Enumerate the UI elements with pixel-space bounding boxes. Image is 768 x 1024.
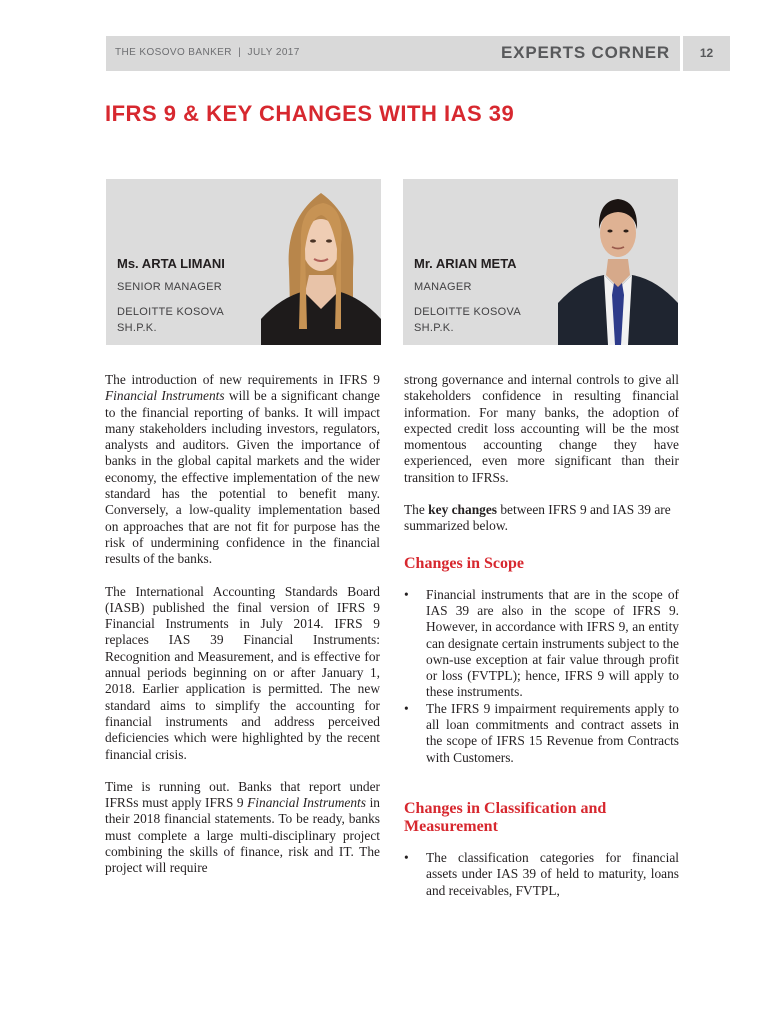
section-heading: Changes in Scope bbox=[404, 554, 525, 572]
bullet-list bbox=[404, 850, 679, 899]
body-paragraph: The key changes between IFRS 9 and IAS 39 are summarized below. bbox=[404, 502, 671, 534]
author-card-meta bbox=[403, 179, 678, 345]
section-heading: Changes in Classification and Measurement bbox=[404, 799, 607, 835]
page-number: 12 bbox=[699, 46, 714, 60]
bullet-list bbox=[404, 587, 679, 766]
bullet-glyph: • bbox=[404, 586, 409, 602]
author-card-limani bbox=[106, 179, 381, 345]
body-paragraph: strong governance and internal controls to give all stakeholders confidence in resulting financial information. For many banks, the adoption of expected credit loss accounting will be the most momentous accounting change they have experienced, even more significant than their transition to IFRSs. bbox=[404, 372, 679, 485]
publication-line bbox=[115, 47, 300, 58]
bullet-item: • The classification categories for financial assets under IAS 39 of held to maturity, loans and receivables, FVTPL, bbox=[404, 849, 679, 898]
body-column-left bbox=[105, 372, 380, 893]
publication-date: JULY 2017 bbox=[247, 47, 300, 58]
body-paragraph: Time is running out. Banks that report under IFRSs must apply IFRS 9 Financial Instruments in their 2018 financial statements. To be ready, banks must complete a large multi-disciplinary project combining the skills of finance, risk and IT. The project will require bbox=[105, 778, 380, 876]
publication-name: THE KOSOVO BANKER bbox=[115, 47, 232, 58]
bullet-item: • The IFRS 9 impairment requirements apply to all loan commitments and contract assets in the scope of IFRS 15 Revenue from Contracts with Customers. bbox=[404, 700, 679, 765]
page-header bbox=[106, 36, 730, 71]
author-role: SENIOR MANAGER bbox=[117, 281, 223, 293]
bullet-item: • Financial instruments that are in the scope of IAS 39 are also in the scope of IFRS 9. However, in accordance with IFRS 9, an entity can designate certain instruments subject to the own-use exception at fair value through profit or loss (FVTPL); hence, IFRS 9 will apply to these instruments. bbox=[404, 586, 679, 700]
author-portrait-photo bbox=[261, 179, 381, 345]
body-paragraph: The introduction of new requirements in IFRS 9 Financial Instruments will be a significant change to the financial reporting of banks. It will impact many stakeholders including investors, regulators, analysts and auditors. Given the importance of banks in the global capital markets and the wider economy, the effective implementation of the new standard has the potential to benefit many. Conversely, a low-quality implementation based on approaches that are not fit for purpose has the risk of undermining confidence in the financial results of the banks. bbox=[105, 372, 380, 567]
bullet-glyph: • bbox=[404, 700, 409, 716]
author-portrait-photo bbox=[558, 179, 678, 345]
header-band bbox=[106, 36, 680, 71]
author-company: DELOITTE KOSOVA SH.P.K. bbox=[117, 306, 224, 334]
bullet-glyph: • bbox=[404, 849, 409, 865]
header-separator: | bbox=[238, 47, 242, 58]
author-name: Ms. ARTA LIMANI bbox=[117, 256, 225, 271]
author-company: DELOITTE KOSOVA SH.P.K. bbox=[414, 306, 521, 334]
body-column-right bbox=[404, 372, 679, 899]
author-name: Mr. ARIAN META bbox=[414, 256, 517, 271]
section-name: EXPERTS CORNER bbox=[501, 43, 670, 62]
article-title: IFRS 9 & KEY CHANGES WITH IAS 39 bbox=[105, 101, 515, 126]
body-paragraph: The International Accounting Standards Board (IASB) published the final version of IFRS 9 Financial Instruments in July 2014. IFRS 9 replaces IAS 39 Financial Instruments: Recognition and Measurement, and is effective for annual periods beginning on or after January 1, 2018. Earlier application is permitted. The new standard aims to simplify the accounting for financial instruments and address perceived deficiencies which were highlighted by the recent financial crisis. bbox=[105, 583, 380, 762]
author-role: MANAGER bbox=[414, 281, 472, 293]
page-number-box bbox=[683, 36, 730, 71]
